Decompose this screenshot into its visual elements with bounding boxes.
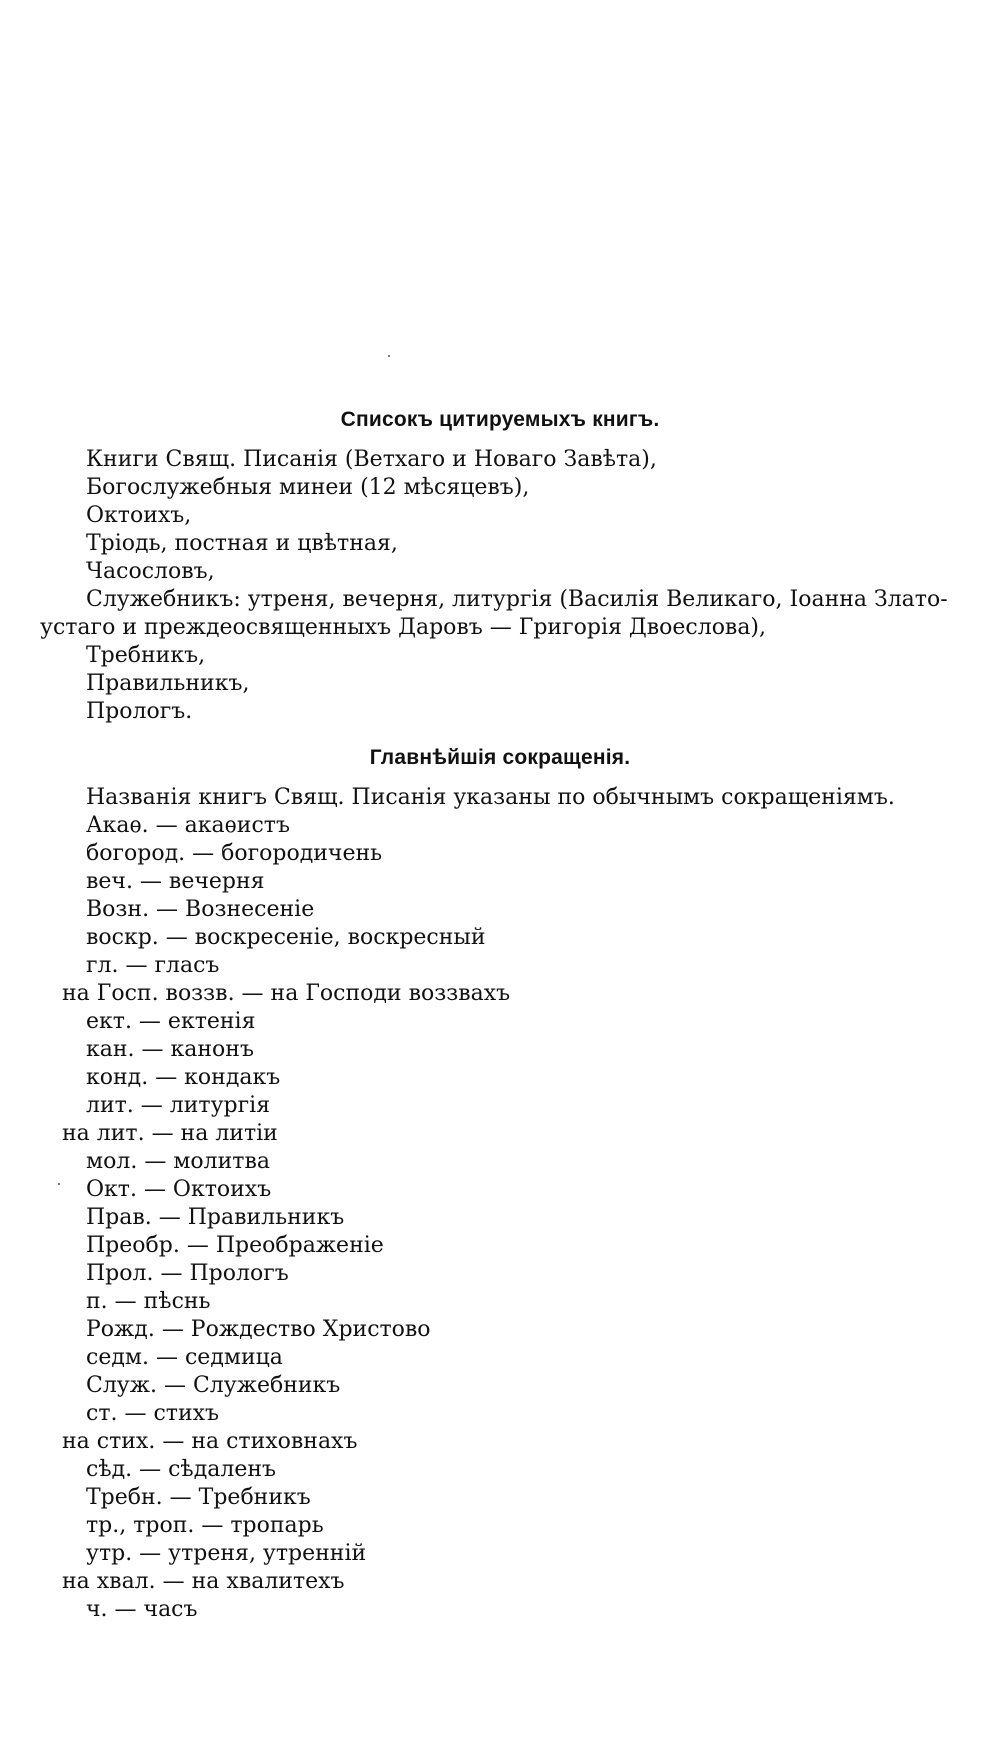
list-item: ч. — часъ [86, 1597, 198, 1622]
list-item: конд. — кондакъ [86, 1065, 281, 1090]
scan-speck [58, 1183, 60, 1185]
list-item: гл. — гласъ [86, 953, 220, 978]
list-item: Тріодь, постная и цвѣтная, [86, 531, 398, 556]
list-item: Требн. — Требникъ [86, 1485, 311, 1510]
list-item: Преобр. — Преображеніе [86, 1233, 384, 1258]
list-item: Прологъ. [86, 699, 193, 724]
list-item: Возн. — Вознесеніе [86, 897, 315, 922]
list-item: Октоихъ, [86, 503, 192, 528]
list-item: утр. — утреня, утренній [86, 1541, 367, 1566]
list-item: Рожд. — Рождество Христово [86, 1317, 431, 1342]
list-item: Служебникъ: утреня, вечерня, литургія (Василія Великаго, Іоанна Злато- [86, 587, 948, 612]
list-item: на лит. — на литіи [62, 1121, 278, 1146]
list-item: кан. — канонъ [86, 1037, 254, 1062]
list-item: богород. — богородичень [86, 841, 383, 866]
list-item: Богослужебныя минеи (12 мѣсяцевъ), [86, 475, 530, 500]
list-item: Служ. — Служебникъ [86, 1373, 341, 1398]
list-item: на хвал. — на хвалитехъ [62, 1569, 345, 1594]
list-item: воскр. — воскресеніе, воскресный [86, 925, 486, 950]
list-item: мол. — молитва [86, 1149, 270, 1174]
list-item: Прол. — Прологъ [86, 1261, 289, 1286]
list-item: устаго и преждеосвященныхъ Даровъ — Григорія Двоеслова), [40, 615, 767, 640]
scan-speck [388, 355, 390, 357]
list-item: лит. — литургія [86, 1093, 271, 1118]
list-item: седм. — седмица [86, 1345, 283, 1370]
list-item: ст. — стихъ [86, 1401, 220, 1426]
intro-text: Названія книгъ Свящ. Писанія указаны по обычнымъ сокращеніямъ. [86, 785, 895, 810]
list-item: веч. — вечерня [86, 869, 265, 894]
list-item: тр., троп. — тропарь [86, 1513, 324, 1538]
list-item: на Госп. воззв. — на Господи воззвахъ [62, 981, 511, 1006]
list-item: Окт. — Октоихъ [86, 1177, 272, 1202]
list-item: Часословъ, [86, 559, 215, 584]
list-item: Требникъ, [86, 643, 206, 668]
list-item: Правильникъ, [86, 671, 250, 696]
list-item: п. — пѣснь [86, 1289, 211, 1314]
list-item: на стих. — на стиховнахъ [62, 1429, 358, 1454]
heading-abbreviations: Главнѣйшія сокращенія. [369, 746, 631, 769]
list-item: Акаѳ. — акаѳистъ [86, 813, 290, 838]
list-item: Книги Свящ. Писанія (Ветхаго и Новаго Завѣта), [86, 447, 657, 472]
list-item: Прав. — Правильникъ [86, 1205, 345, 1230]
list-item: ект. — ектенія [86, 1009, 256, 1034]
heading-cited-books: Списокъ цитируемыхъ книгъ. [340, 408, 660, 431]
list-item: сѣд. — сѣдаленъ [86, 1457, 277, 1482]
